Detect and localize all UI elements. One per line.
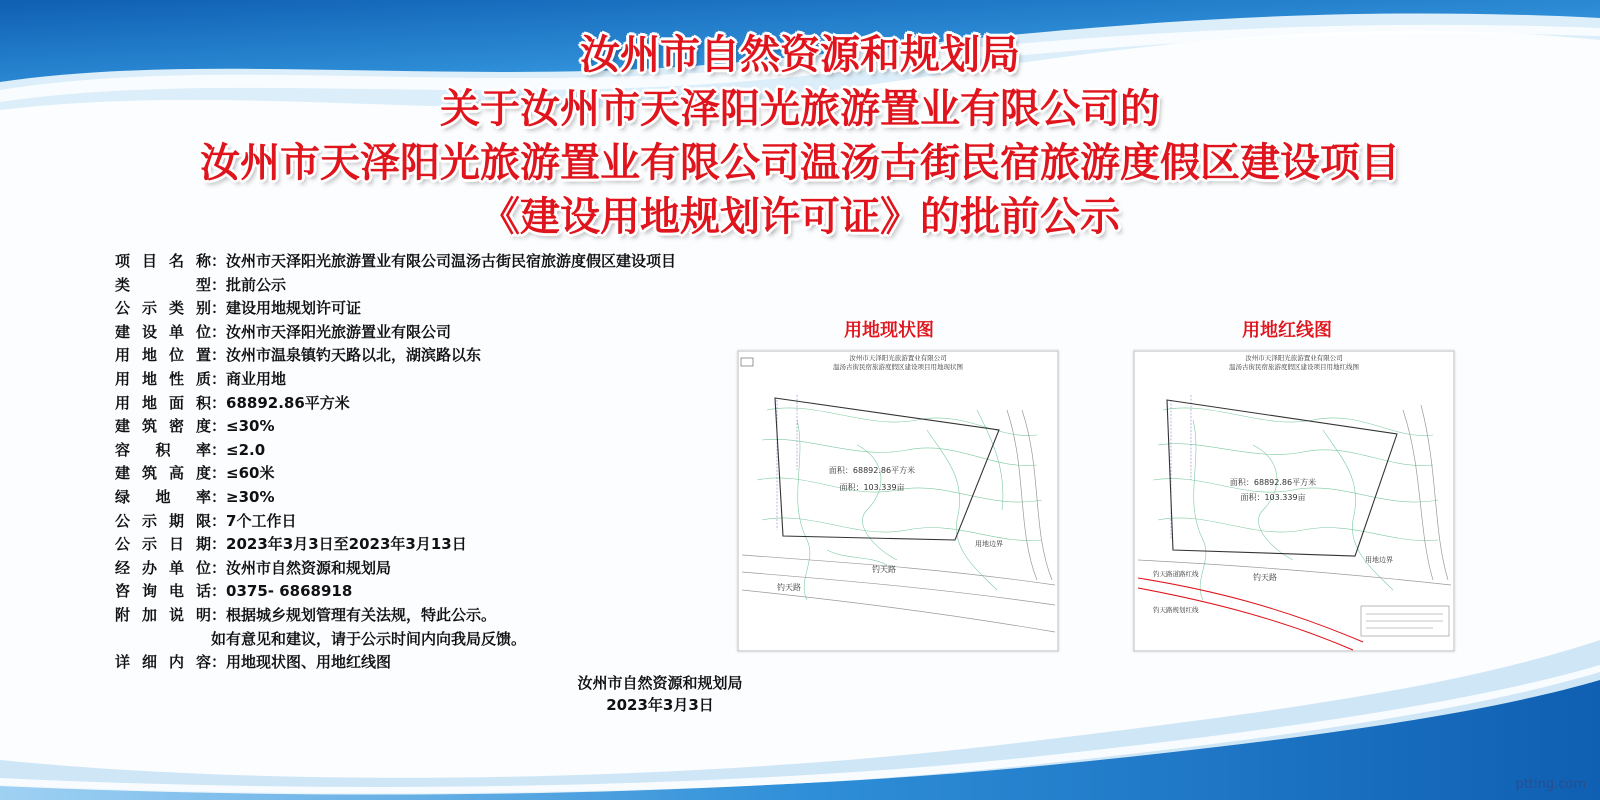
status-map-heading1: 汝州市天泽阳光旅游置业有限公司 <box>849 354 947 362</box>
info-value: 68892.86平方米 <box>226 393 350 412</box>
status-map-road-label: 钓天路 <box>872 565 896 574</box>
info-label: 容 积 率 <box>115 440 211 459</box>
redline-map-heading1: 汝州市天泽阳光旅游置业有限公司 <box>1245 354 1343 362</box>
info-label: 详 细 内 容 <box>115 653 211 672</box>
info-row-height: 建 筑 高 度 ： ≤60米 <box>115 462 676 486</box>
info-row-type: 类 型 ： 批前公示 <box>115 274 676 298</box>
info-label: 公 示 类 别 <box>115 299 211 318</box>
info-value: 批前公示 <box>226 275 287 294</box>
info-value: 建设用地规划许可证 <box>226 299 362 318</box>
signature-date: 2023年3月3日 <box>606 696 714 714</box>
signature-block <box>520 672 800 716</box>
info-row-green-ratio: 绿 地 率 ： ≥30% <box>115 486 676 510</box>
info-value: 根据城乡规划管理有关法规，特此公示。 <box>226 605 497 624</box>
info-value: 7个工作日 <box>226 511 297 530</box>
info-label: 建 筑 高 度 <box>115 464 211 483</box>
info-label: 用 地 位 置 <box>115 346 211 365</box>
status-map-heading2: 温汤古街民宿旅游度假区建设项目用地现状图 <box>833 363 963 371</box>
info-row-phone: 咨 询 电 话 ： 0375- 6868918 <box>115 580 676 604</box>
redline-map-area-sqm: 面积：68892.86平方米 <box>1229 478 1317 487</box>
redline-map-boundary-label: 用地边界 <box>1365 556 1393 564</box>
info-row-period: 公 示 期 限 ： 7个工作日 <box>115 510 676 534</box>
info-row-details: 详 细 内 容 ： 用地现状图、用地红线图 <box>115 651 676 675</box>
info-row-notes-continued <box>115 628 676 652</box>
notice-title-block <box>0 28 1600 244</box>
info-row-notes: 附 加 说 明 ： 根据城乡规划管理有关法规，特此公示。 <box>115 604 676 628</box>
info-row-area: 用 地 面 积 ： 68892.86平方米 <box>115 392 676 416</box>
info-label: 用 地 性 质 <box>115 369 211 388</box>
status-map-title: 用地现状图 <box>844 320 934 341</box>
redline-map-road-red-line-label: 钓天路道路红线 <box>1153 570 1199 578</box>
info-value: 如有意见和建议，请于公示时间内向我局反馈。 <box>211 629 527 648</box>
info-label: 建 筑 密 度 <box>115 417 211 436</box>
redline-map-title: 用地红线图 <box>1242 320 1332 341</box>
info-value: 商业用地 <box>226 369 287 388</box>
info-row-land-use: 用 地 性 质 ： 商业用地 <box>115 368 676 392</box>
info-label: 附 加 说 明 <box>115 605 211 624</box>
title-line-project: 汝州市天泽阳光旅游置业有限公司温汤古街民宿旅游度假区建设项目 <box>200 140 1400 186</box>
info-label: 项 目 名 称 <box>115 252 211 270</box>
title-line-authority: 汝州市自然资源和规划局 <box>580 32 1020 78</box>
info-value: 0375- 6868918 <box>226 582 353 601</box>
info-row-handler: 经 办 单 位 ： 汝州市自然资源和规划局 <box>115 557 676 581</box>
info-value: ≤30% <box>226 417 275 436</box>
info-value: 汝州市天泽阳光旅游置业有限公司 <box>226 322 452 341</box>
info-value: 汝州市天泽阳光旅游置业有限公司温汤古街民宿旅游度假区建设项目 <box>226 252 677 270</box>
redline-map-area-mu: 面积：103.339亩 <box>1240 493 1306 502</box>
site-watermark: ptting.com <box>1515 777 1586 792</box>
signature-org: 汝州市自然资源和规划局 <box>577 674 743 692</box>
info-label: 公 示 期 限 <box>115 511 211 530</box>
info-row-density: 建 筑 密 度 ： ≤30% <box>115 415 676 439</box>
status-map-road-label-2: 钓天路 <box>777 583 801 592</box>
info-row-dates: 公 示 日 期 ： 2023年3月3日至2023年3月13日 <box>115 533 676 557</box>
info-value: 汝州市自然资源和规划局 <box>226 558 392 577</box>
status-map-boundary-label: 用地边界 <box>975 540 1003 548</box>
info-value: 用地现状图、用地红线图 <box>226 653 392 672</box>
status-map-area-mu: 面积：103.339亩 <box>839 483 905 492</box>
info-row-builder: 建 设 单 位 ： 汝州市天泽阳光旅游置业有限公司 <box>115 321 676 345</box>
status-map <box>737 350 1059 652</box>
redline-map-road-plan-line-label: 钓天路规划红线 <box>1153 606 1199 614</box>
info-value: ≥30% <box>226 487 275 506</box>
redline-map-heading2: 温汤古街民宿旅游度假区建设项目用地红线图 <box>1229 363 1359 371</box>
info-value: ≤60米 <box>226 464 275 483</box>
info-label: 建 设 单 位 <box>115 322 211 341</box>
info-value: 汝州市温泉镇钓天路以北，湖滨路以东 <box>226 346 482 365</box>
info-row-category: 公 示 类 别 ： 建设用地规划许可证 <box>115 297 676 321</box>
project-info-list <box>115 250 676 675</box>
info-label: 经 办 单 位 <box>115 558 211 577</box>
info-label: 咨 询 电 话 <box>115 582 211 601</box>
info-value: ≤2.0 <box>226 440 266 459</box>
status-map-area-sqm: 面积：68892.86平方米 <box>828 466 916 475</box>
redline-map-road-label: 钓天路 <box>1253 573 1277 582</box>
info-row-project-name: 项 目 名 称 ： 汝州市天泽阳光旅游置业有限公司温汤古街民宿旅游度假区建设项目 <box>115 250 676 274</box>
info-label: 类 型 <box>115 275 211 294</box>
title-line-company: 关于汝州市天泽阳光旅游置业有限公司的 <box>440 86 1160 132</box>
info-label: 用 地 面 积 <box>115 393 211 412</box>
info-label: 公 示 日 期 <box>115 535 211 554</box>
title-line-permit: 《建设用地规划许可证》的批前公示 <box>480 194 1120 240</box>
redline-map <box>1133 350 1455 652</box>
info-value: 2023年3月3日至2023年3月13日 <box>226 535 467 554</box>
info-row-location: 用 地 位 置 ： 汝州市温泉镇钓天路以北，湖滨路以东 <box>115 344 676 368</box>
info-row-far: 容 积 率 ： ≤2.0 <box>115 439 676 463</box>
info-label: 绿 地 率 <box>115 487 211 506</box>
